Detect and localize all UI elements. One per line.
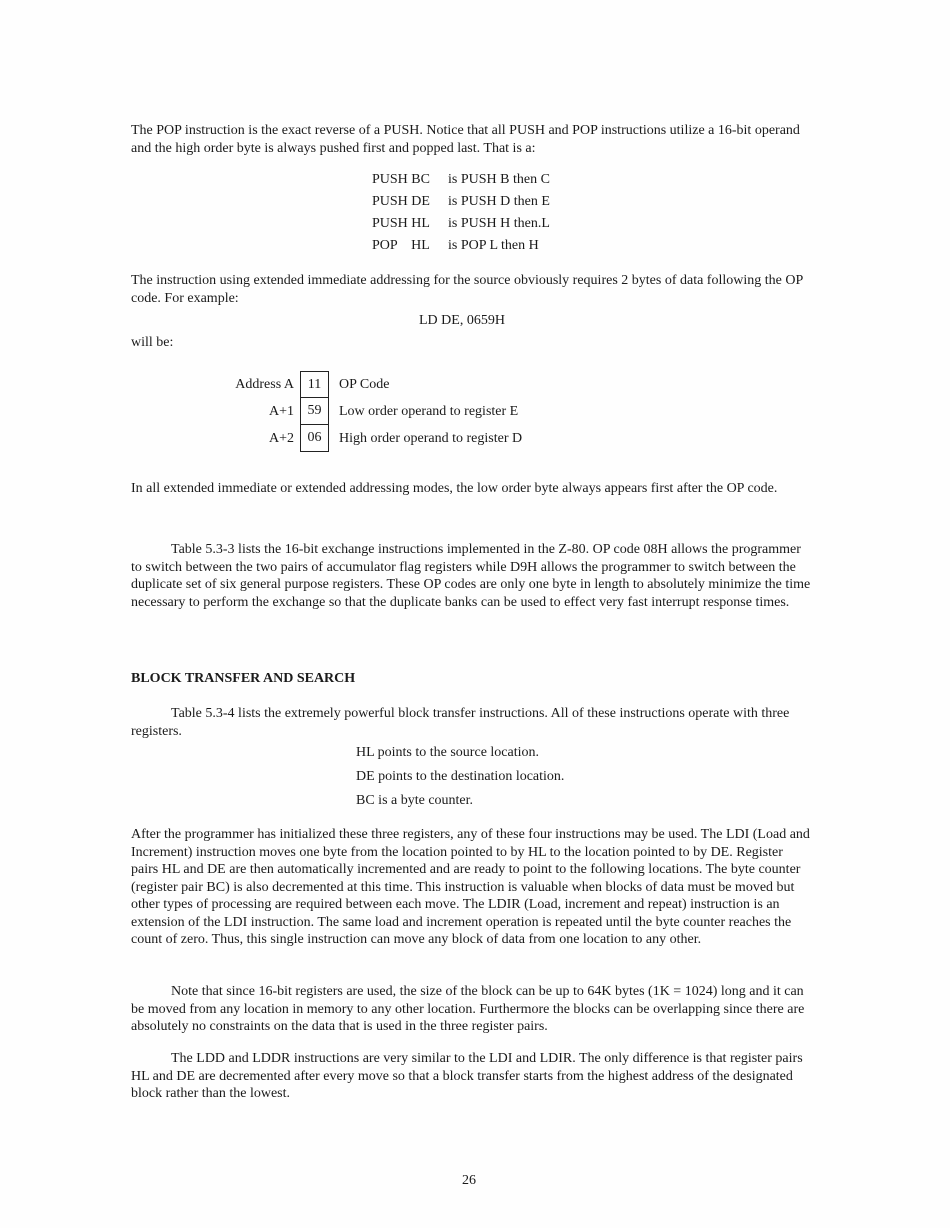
instruction: PUSH HL	[372, 216, 430, 231]
paragraph-ldd-lddr: The LDD and LDDR instructions are very similar to the LDI and LDIR. The only difference is that register pairs HL and DE are decremented after every move so that a block transfer starts from the highest address of the designated block rather than the lowest.	[131, 1051, 803, 1101]
push-pop-row	[372, 193, 550, 215]
paragraph-block-transfer: Table 5.3-4 lists the extremely powerful block transfer instructions. All of these instructions operate with three registers.	[131, 706, 790, 739]
instruction: POP HL	[372, 238, 430, 253]
register-item: DE points to the destination location.	[356, 769, 565, 784]
memory-row	[200, 425, 522, 452]
push-pop-row	[372, 215, 550, 237]
memory-address: Address A	[235, 376, 294, 392]
push-pop-list	[372, 171, 550, 259]
paragraph-exchange-instructions: Table 5.3-3 lists the 16-bit exchange instructions implemented in the Z-80. OP code 08H allows the programmer to switch between the two pairs of accumulator flag registers while D9H allows the programmer to switch between the duplicate set of six general purpose registers. These OP codes are only one byte in length to absolutely minimize the time necessary to perform the exchange so that the duplicate banks can be used to effect very fast interrupt response times.	[131, 542, 811, 610]
page-number: 26	[462, 1173, 476, 1188]
memory-description: Low order operand to register E	[339, 403, 519, 419]
memory-byte: 11	[300, 371, 329, 398]
push-pop-row	[372, 171, 550, 193]
instruction-meaning: is POP L then H	[448, 238, 539, 253]
memory-row	[200, 371, 522, 398]
memory-row	[200, 398, 522, 425]
register-list	[356, 744, 564, 816]
paragraph-ldi-ldir: After the programmer has initialized these three registers, any of these four instructions may be used. The LDI (Load and Increment) instruction moves one byte from the location pointed to by HL to the location pointed to by DE. Register pairs HL and DE are then automatically incremented and are ready to point to the following locations. The byte counter (register pair BC) is also decremented at this time. This instruction is valuable when blocks of data must be moved but other types of processing are required between each move. The LDIR (Load, increment and repeat) instruction is an extension of the LDI instruction. The same load and increment operation is repeated until the byte counter reaches the count of zero. Thus, this single instruction can move any block of data from one location to any other.	[131, 827, 810, 947]
paragraph-pop-intro: The POP instruction is the exact reverse of a PUSH. Notice that all PUSH and POP instructions utilize a 16-bit operand and the high order byte is always pushed first and popped last. That is a:	[131, 123, 800, 156]
instruction: PUSH BC	[372, 172, 430, 187]
register-item: BC is a byte counter.	[356, 793, 474, 808]
paragraph-extended-immediate: The instruction using extended immediate addressing for the source obviously requires 2 bytes of data following the OP code. For example:	[131, 273, 803, 306]
instruction-meaning: is PUSH D then E	[448, 194, 550, 209]
instruction: PUSH DE	[372, 194, 430, 209]
memory-description: OP Code	[339, 376, 390, 392]
example-instruction: LD DE, 0659H	[419, 313, 505, 328]
instruction-meaning: is PUSH B then C	[448, 172, 550, 187]
paragraph-block-size: Note that since 16-bit registers are used, the size of the block can be up to 64K bytes (1K = 1024) long and it can be moved from any location in memory to any other location. Furthermore the blocks can be overlapping since there are absolutely no constraints on the data that is used in the three register pairs.	[131, 984, 805, 1034]
memory-address: A+2	[268, 430, 294, 446]
memory-description: High order operand to register D	[339, 430, 523, 446]
will-be-label: will be:	[131, 335, 174, 350]
memory-byte: 59	[300, 398, 329, 425]
memory-address: A+1	[268, 403, 294, 419]
section-heading: BLOCK TRANSFER AND SEARCH	[131, 671, 356, 686]
memory-layout-diagram	[200, 371, 522, 452]
push-pop-row	[372, 237, 550, 259]
memory-byte: 06	[300, 425, 329, 452]
instruction-meaning: is PUSH H then.L	[448, 216, 550, 231]
paragraph-low-order-byte: In all extended immediate or extended addressing modes, the low order byte always appears first after the OP code.	[131, 481, 778, 496]
register-item: HL points to the source location.	[356, 745, 539, 760]
